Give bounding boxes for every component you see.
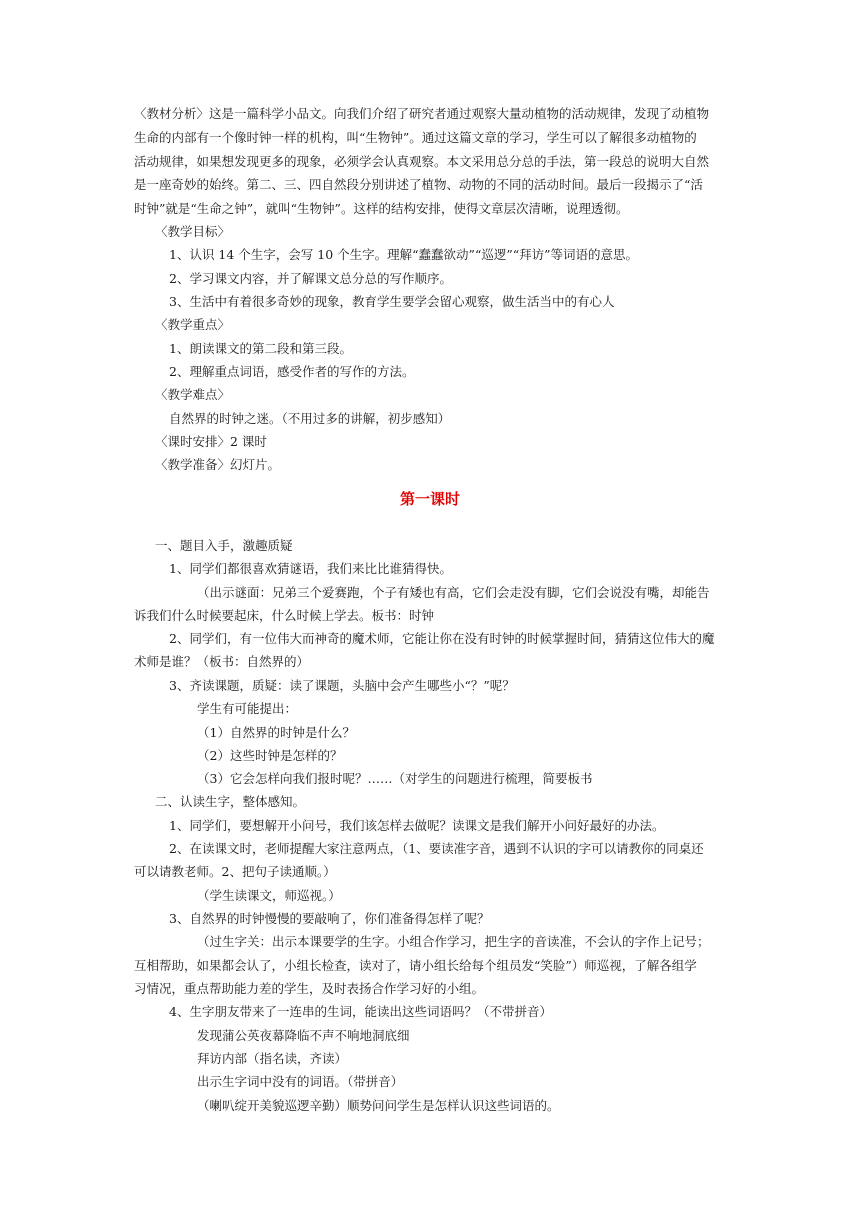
goal-item-1: 1、认识 14 个生字，会写 10 个生字。理解“蠢蠢欲动”“巡逻”“拜访”等词语的意思。 — [169, 247, 639, 262]
focus-item-1: 1、朗读课文的第二段和第三段。 — [169, 341, 352, 356]
intro-line-5: 时钟”就是“生命之钟”，就叫“生物钟”。这样的结构安排，使得文章层次清晰，说理透彻。 — [134, 201, 629, 216]
riddle-line-1: （出示谜面：兄弟三个爱赛跑，个子有矮也有高，它们会走没有脚，它们会说没有嘴，却能告 — [197, 585, 710, 600]
word-line-3: 出示生字词中没有的词语。（带拼音） — [197, 1074, 404, 1089]
section-2-item-1: 1、同学们，要想解开小问号，我们该怎样去做呢？读课文是我们解开小问好最好的办法。 — [169, 818, 665, 833]
section-2-item-2-line-2: 可以请教老师。2、把句子读通顺。） — [134, 864, 336, 879]
section-2-item-2-note: （学生读课文，师巡视。） — [197, 888, 341, 903]
question-2: （2）这些时钟是怎样的？ — [197, 748, 343, 763]
difficulty-title: 〈教学难点〉 — [155, 387, 231, 402]
question-1: （1）自然界的时钟是什么？ — [197, 725, 355, 740]
intro-line-1: 〈教材分析〉这是一篇科学小品文。向我们介绍了研究者通过观察大量动植物的活动规律，发现了动植物 — [134, 106, 710, 121]
goals-title: 〈教学目标〉 — [155, 224, 231, 239]
word-line-2: 拜访内部（指名读，齐读） — [197, 1051, 348, 1066]
intro-line-4: 是一座奇妙的始终。第二、三、四自然段分别讲述了植物、动物的不同的活动时间。最后一段揭示了“活 — [134, 177, 703, 192]
section-2-item-3-line-2: 互相帮助，如果都会认了，小组长检查，读对了，请小组长给每个组员发“笑脸”）师巡视，了解各组学 — [134, 958, 697, 973]
preparation-text: 〈教学准备〉幻灯片。 — [155, 457, 281, 472]
section-2-item-3-line-3: 习情况，重点帮助能力差的学生，及时表扬合作学习好的小组。 — [134, 981, 485, 996]
intro-line-2: 生命的内部有一个像时钟一样的机构，叫“生物钟”。通过这篇文章的学习，学生可以了解很多动植物的 — [134, 130, 697, 145]
focus-title: 〈教学重点〉 — [155, 317, 231, 332]
section-2-title: 二、认读生字，整体感知。 — [155, 794, 306, 809]
riddle-line-2: 诉我们什么时候要起床，什么时候上学去。板书：时钟 — [134, 608, 435, 623]
questions-intro: 学生有可能提出： — [197, 701, 298, 716]
section-2-item-4: 4、生字朋友带来了一连串的生词，能读出这些词语吗？（不带拼音） — [169, 1004, 552, 1019]
word-line-1: 发现蒲公英夜幕降临不声不响地洞底细 — [197, 1028, 410, 1043]
section-1-item-2-line-1: 2、同学们，有一位伟大而神奇的魔术师，它能让你在没有时钟的时候掌握时间，猜猜这位伟大的魔 — [169, 631, 715, 646]
word-line-4: （喇叭绽开美貌巡逻辛勤）顺势问问学生是怎样认识这些词语的。 — [197, 1098, 560, 1113]
goal-item-2: 2、学习课文内容，并了解课文总分总的写作顺序。 — [169, 271, 452, 286]
difficulty-text: 自然界的时钟之迷。（不用过多的讲解，初步感知） — [169, 411, 451, 426]
intro-line-3: 活动规律，如果想发现更多的现象，必须学会认真观察。本文采用总分总的手法，第一段总的说明大自然 — [134, 154, 710, 169]
section-2-item-3: 3、自然界的时钟慢慢的要敲响了，你们准备得怎样了呢？ — [169, 911, 490, 926]
lesson-heading: 第一课时 — [399, 490, 460, 508]
section-1-item-2-line-2: 术师是谁？（板书：自然界的） — [134, 654, 310, 669]
section-1-item-3: 3、齐读课题，质疑：读了课题，头脑中会产生哪些小“？”呢？ — [169, 678, 515, 693]
focus-item-2: 2、理解重点词语，感受作者的写作的方法。 — [169, 364, 415, 379]
section-2-item-2-line-1: 2、在读课文时，老师提醒大家注意两点，（1、要读准字音，遇到不认识的字可以请教你的同桌还 — [169, 841, 704, 856]
goal-item-3: 3、生活中有着很多奇妙的现象，教育学生要学会留心观察，做生活当中的有心人 — [169, 294, 615, 309]
section-1-item-1: 1、同学们都很喜欢猜谜语，我们来比比谁猜得快。 — [169, 561, 452, 576]
schedule-text: 〈课时安排〉2 课时 — [155, 434, 267, 449]
question-3: （3）它会怎样向我们报时呢？……（对学生的问题进行梳理，简要板书 — [197, 771, 593, 786]
section-1-title: 一、题目入手，激趣质疑 — [155, 538, 293, 553]
section-2-item-3-line-1: （过生字关：出示本课要学的生字。小组合作学习，把生字的音读准，不会认的字作上记号； — [197, 934, 710, 949]
